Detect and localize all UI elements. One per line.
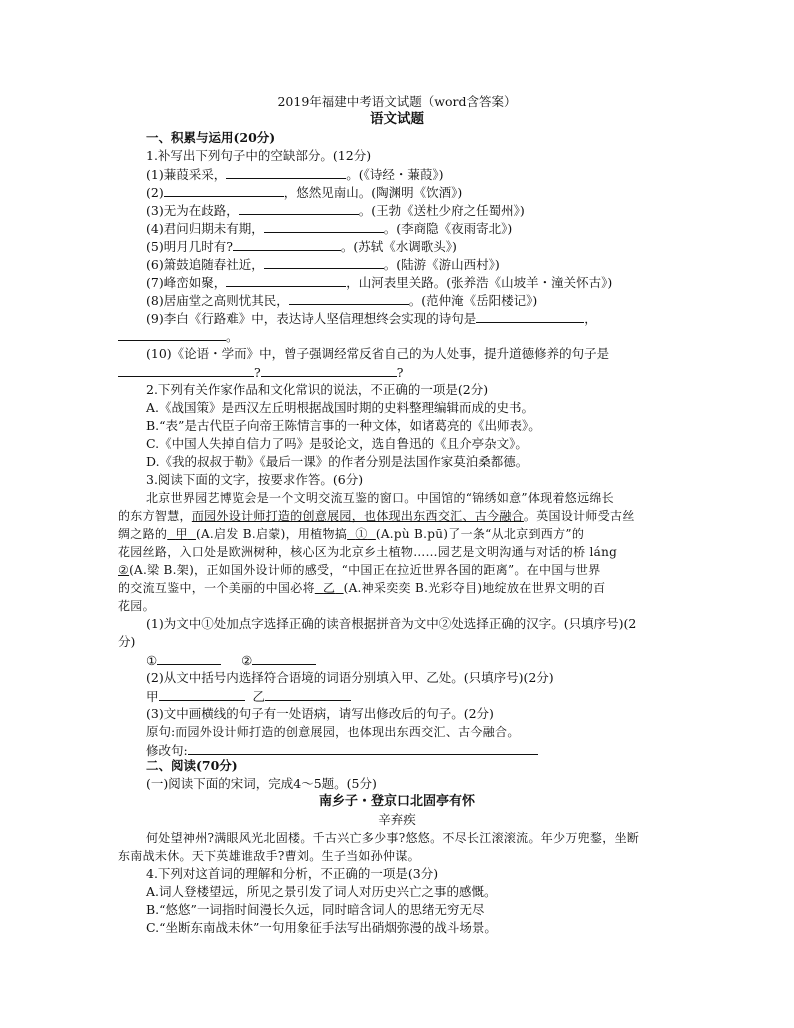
option-b: B.“表”是古代臣子向帝王陈情言事的一种文体，如诸葛亮的《出师表》。 <box>146 418 541 433</box>
option-d: D.《我的叔叔于勒》《最后一课》的作者分别是法国作家莫泊桑都德。 <box>146 454 529 469</box>
fill-line-3: (3)无为在歧路， 。(王勃《送杜少府之任蜀州》) <box>146 203 525 218</box>
section-heading: 二、阅读(70分) <box>146 758 238 773</box>
fill-line-10: (10)《论语・学而》中，曾子强调经常反省自己的为人处事，提升道德修养的句子是 <box>146 346 610 361</box>
original-sentence: 原句:而园外设计师打造的创意展园，也体现出东西交汇、古今融合。 <box>146 724 520 739</box>
option-b: B.“悠悠”一词指时间漫长久远，同时暗含词人的思绪无穷无尽 <box>146 902 485 917</box>
option-c: C.“坐断东南战未休”一句用象征手法写出硝烟弥漫的战斗场景。 <box>146 920 497 935</box>
passage-line: 花园。 <box>118 599 155 613</box>
passage-line: 北京世界园艺博览会是一个文明交流互鉴的窗口。中国馆的“锦绣如意”体现着悠远绵长 <box>146 491 614 505</box>
section-heading: 一、积累与运用(20分) <box>146 130 276 145</box>
fill-line-1: (1)蒹葭采采， 。(《诗经・蒹葭》) <box>146 167 444 182</box>
poem-title: 南乡子・登京口北固亭有怀 <box>318 794 475 809</box>
revised-sentence: 修改句: <box>146 742 538 759</box>
question-4: 4.下列对这首词的理解和分析，不正确的一项是(3分) <box>146 866 439 881</box>
fill-line-6: (6)箫鼓追随春社近， 。(陆游《游山西村》) <box>146 257 500 272</box>
fill-line-9: (9)李白《行路难》中，表达诗人坚信理想终会实现的诗句是 ， <box>146 311 597 326</box>
question-3: 3.阅读下面的文字，按要求作答。(6分) <box>146 472 364 487</box>
poem-line: 东南战未休。天下英雄谁敌手?曹刘。生子当如孙仲谋。 <box>118 849 420 863</box>
section-subheading: (一)阅读下面的宋词，完成4～5题。(5分) <box>146 776 377 791</box>
option-c: C.《中国人失掉自信力了吗》是驳论文，选自鲁迅的《且介亭杂文》。 <box>146 436 528 451</box>
fill-line-10-cont: ? ? <box>118 364 403 381</box>
subquestion-1: (1)为文中①处加点字选择正确的读音根据拼音为文中②处选择正确的汉字。(只填序号)(2 <box>146 616 637 631</box>
fill-line-9-cont: 。 <box>118 328 239 345</box>
option-a: A.词人登楼望远，所见之景引发了词人对历史兴亡之事的感慨。 <box>146 884 497 899</box>
passage-line: 花园丝路，入口处是欧洲树种，核心区为北京乡土植物……园艺是文明沟通与对话的桥 láng <box>118 545 618 559</box>
passage-line: 的交流互鉴中，一个美丽的中国必将 乙 (A.神采奕奕 B.光彩夺目)地绽放在世界文明的百 <box>118 581 606 595</box>
passage-line: ②(A.梁 B.架)，正如国外设计师的感受，“中国正在拉近世界各国的距离”。在中国与世界 <box>118 563 601 577</box>
question-2: 2.下列有关作家作品和文化常识的说法，不正确的一项是(2分) <box>146 382 489 397</box>
fill-line-2: (2) ，悠然见南山。(陶渊明《饮酒》) <box>146 185 463 200</box>
subquestion-3: (3)文中画横线的句子有一处语病，请写出修改后的句子。(2分) <box>146 706 494 721</box>
answer-line-2: 甲 乙 <box>146 688 351 705</box>
fill-line-4: (4)君问归期未有期， 。(李商隐《夜雨寄北》) <box>146 221 513 236</box>
option-a: A.《战国策》是西汉左丘明根据战国时期的史料整理编辑而成的史书。 <box>146 400 535 415</box>
subquestion-2: (2)从文中括号内选择符合语境的词语分别填入甲、乙处。(只填序号)(2分) <box>146 670 554 685</box>
subquestion-1-cont: 分) <box>118 634 136 649</box>
fill-line-8: (8)居庙堂之高则忧其民， 。(范仲淹《岳阳楼记》) <box>146 293 538 308</box>
fill-line-7: (7)峰峦如聚， ，山河表里关路。(张养浩《山坡羊・潼关怀古》) <box>146 275 613 290</box>
doc-title: 2019年福建中考语文试题（word含答案） <box>277 94 517 109</box>
passage-line: 的东方智慧，而园外设计师打造的创意展园，也体现出东西交汇、古今融合。英国设计师受古丝 <box>118 509 635 523</box>
passage-line: 绸之路的 甲 (A.启发 B.启蒙)，用植物搞 ① (A.pù B.pū)了一条“从北京到西方”的 <box>118 527 585 541</box>
answer-line-1: ① ② <box>146 652 316 669</box>
question-1: 1.补写出下列句子中的空缺部分。(12分) <box>146 148 372 163</box>
doc-subtitle: 语文试题 <box>370 111 424 127</box>
fill-line-5: (5)明月几时有? 。(苏轼《水调歌头》) <box>146 239 457 254</box>
poem-line: 何处望神州?满眼风光北固楼。千古兴亡多少事?悠悠。不尽长江滚滚流。年少万兜鍪，坐断 <box>146 831 640 845</box>
poem-author: 辛弃疾 <box>378 812 416 827</box>
